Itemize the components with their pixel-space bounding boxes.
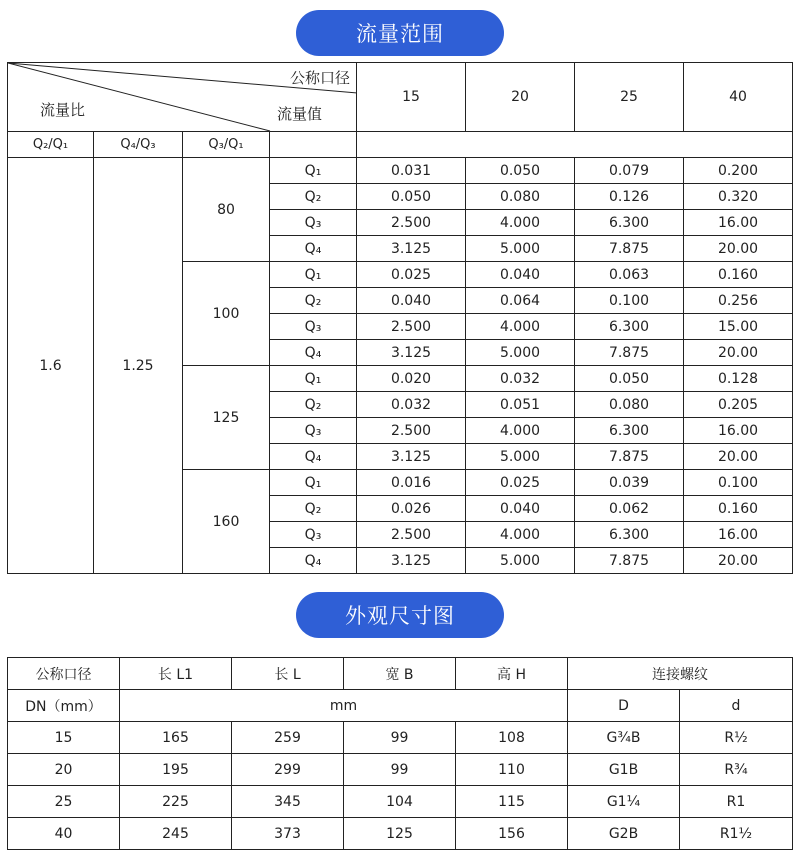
dimension-cell: G1B: [568, 754, 680, 786]
header-row: [8, 63, 793, 132]
flow-value-cell: 0.040: [466, 496, 575, 522]
flow-value-cell: 0.100: [684, 470, 793, 496]
flow-value-cell: 5.000: [466, 236, 575, 262]
dimensions-header-row: [8, 658, 793, 690]
flow-value-cell: 0.026: [357, 496, 466, 522]
flow-value-cell: 6.300: [575, 210, 684, 236]
flow-value-cell: 6.300: [575, 522, 684, 548]
flow-value-cell: 0.128: [684, 366, 793, 392]
dimensions-subheader-row: [8, 690, 793, 722]
flow-value-cell: 20.00: [684, 236, 793, 262]
subheader-dn: DN（mm）: [8, 690, 120, 722]
flow-value-cell: 0.160: [684, 496, 793, 522]
ratio-header-q3q1: Q₃/Q₁: [183, 132, 270, 158]
diameter-40: 40: [684, 63, 793, 132]
flow-value-cell: 7.875: [575, 340, 684, 366]
ratio-header-q2q1: Q₂/Q₁: [8, 132, 94, 158]
flow-range-table: [7, 62, 793, 574]
flow-point-label: Q₄: [270, 444, 357, 470]
flow-value-cell: 5.000: [466, 548, 575, 574]
dimensions-row: [8, 722, 793, 754]
dimension-cell: 40: [8, 818, 120, 850]
flow-value-cell: 0.032: [357, 392, 466, 418]
dimension-cell: R½: [680, 722, 793, 754]
dimension-cell: G1¼: [568, 786, 680, 818]
flow-value-cell: 20.00: [684, 444, 793, 470]
flow-value-cell: 0.062: [575, 496, 684, 522]
header-nominal-diameter: 公称口径: [8, 658, 120, 690]
dimension-cell: 115: [456, 786, 568, 818]
flow-value-cell: 0.160: [684, 262, 793, 288]
dimension-cell: 299: [232, 754, 344, 786]
flow-point-label: Q₃: [270, 522, 357, 548]
header-nominal-diameter: 公称口径: [289, 69, 350, 87]
flow-point-label: Q₃: [270, 314, 357, 340]
header-width-b: 宽 B: [344, 658, 456, 690]
q3q1-value: 160: [183, 470, 270, 574]
diameter-25: 25: [575, 63, 684, 132]
dimension-cell: 108: [456, 722, 568, 754]
flow-value-cell: 0.020: [357, 366, 466, 392]
flow-point-label: Q₂: [270, 184, 357, 210]
dimensions-row: [8, 786, 793, 818]
flow-point-label: Q₂: [270, 288, 357, 314]
flow-value-cell: 4.000: [466, 210, 575, 236]
flow-value-cell: 2.500: [357, 210, 466, 236]
flow-value-cell: 7.875: [575, 548, 684, 574]
q3q1-value: 80: [183, 158, 270, 262]
dimension-cell: 99: [344, 722, 456, 754]
flow-value-cell: 0.320: [684, 184, 793, 210]
dimension-cell: 125: [344, 818, 456, 850]
flow-value-cell: 15.00: [684, 314, 793, 340]
dimension-cell: 104: [344, 786, 456, 818]
flow-point-label: Q₃: [270, 210, 357, 236]
ratio-header-q4q3: Q₄/Q₃: [94, 132, 183, 158]
dimension-cell: R1½: [680, 818, 793, 850]
flow-value-cell: 20.00: [684, 340, 793, 366]
flow-point-label: Q₄: [270, 340, 357, 366]
dimension-cell: 195: [120, 754, 232, 786]
flow-value-cell: 6.300: [575, 314, 684, 340]
dimension-cell: 225: [120, 786, 232, 818]
dimension-cell: 156: [456, 818, 568, 850]
flow-value-cell: 3.125: [357, 236, 466, 262]
dimensions-row: [8, 754, 793, 786]
flow-value-cell: 0.039: [575, 470, 684, 496]
flow-value-cell: 4.000: [466, 522, 575, 548]
dimension-cell: 259: [232, 722, 344, 754]
empty-cell: [357, 132, 793, 158]
dimension-cell: 99: [344, 754, 456, 786]
flow-value-cell: 0.256: [684, 288, 793, 314]
flow-point-label: Q₃: [270, 418, 357, 444]
flow-value-cell: 2.500: [357, 418, 466, 444]
diagonal-header-cell: [8, 63, 357, 132]
flow-value-cell: 7.875: [575, 444, 684, 470]
flow-value-cell: 4.000: [466, 314, 575, 340]
section-title-dimensions: 外观尺寸图: [296, 592, 504, 638]
flow-data-row: [8, 158, 793, 184]
flow-value-cell: 3.125: [357, 444, 466, 470]
header-flow-ratio: 流量比: [40, 101, 86, 119]
dimension-cell: 373: [232, 818, 344, 850]
flow-value-cell: 0.051: [466, 392, 575, 418]
flow-value-cell: 0.079: [575, 158, 684, 184]
flow-value-cell: 0.080: [575, 392, 684, 418]
diameter-20: 20: [466, 63, 575, 132]
flow-value-cell: 16.00: [684, 210, 793, 236]
flow-point-label: Q₄: [270, 236, 357, 262]
flow-value-cell: 0.126: [575, 184, 684, 210]
flow-value-cell: 20.00: [684, 548, 793, 574]
dimension-cell: 345: [232, 786, 344, 818]
q3q1-value: 125: [183, 366, 270, 470]
q4q3-value: 1.25: [94, 158, 183, 574]
flow-value-cell: 0.063: [575, 262, 684, 288]
flow-point-label: Q₁: [270, 158, 357, 184]
flow-point-label: Q₂: [270, 496, 357, 522]
flow-value-cell: 4.000: [466, 418, 575, 444]
flow-value-cell: 6.300: [575, 418, 684, 444]
flow-value-cell: 16.00: [684, 522, 793, 548]
flow-value-cell: 0.100: [575, 288, 684, 314]
q2q1-value: 1.6: [8, 158, 94, 574]
header-flow-value: 流量值: [276, 105, 322, 123]
header-length-l: 长 L: [232, 658, 344, 690]
dimension-cell: G¾B: [568, 722, 680, 754]
dimension-cell: G2B: [568, 818, 680, 850]
flow-value-cell: 0.031: [357, 158, 466, 184]
flow-value-cell: 3.125: [357, 548, 466, 574]
subheader-unit: mm: [120, 690, 568, 722]
q3q1-value: 100: [183, 262, 270, 366]
subheader-thread-d-lower: d: [680, 690, 793, 722]
flow-point-label: Q₁: [270, 470, 357, 496]
flow-point-label: Q₁: [270, 366, 357, 392]
flow-value-cell: 0.016: [357, 470, 466, 496]
flow-value-cell: 0.040: [357, 288, 466, 314]
subheader-thread-d-upper: D: [568, 690, 680, 722]
flow-point-label: Q₄: [270, 548, 357, 574]
header-length-l1: 长 L1: [120, 658, 232, 690]
section-title-flow-range: 流量范围: [296, 10, 504, 56]
dimension-cell: 245: [120, 818, 232, 850]
flow-value-cell: 0.080: [466, 184, 575, 210]
dimensions-table: [7, 657, 793, 850]
diameter-15: 15: [357, 63, 466, 132]
ratio-header-row: [8, 132, 793, 158]
dimension-cell: 165: [120, 722, 232, 754]
dimension-cell: 15: [8, 722, 120, 754]
flow-value-cell: 16.00: [684, 418, 793, 444]
flow-value-cell: 2.500: [357, 314, 466, 340]
flow-value-cell: 0.040: [466, 262, 575, 288]
flow-point-label: Q₂: [270, 392, 357, 418]
flow-point-label: Q₁: [270, 262, 357, 288]
header-height-h: 高 H: [456, 658, 568, 690]
dimensions-row: [8, 818, 793, 850]
flow-value-cell: 0.025: [466, 470, 575, 496]
flow-value-cell: 3.125: [357, 340, 466, 366]
flow-value-cell: 2.500: [357, 522, 466, 548]
flow-value-cell: 7.875: [575, 236, 684, 262]
flow-value-cell: 5.000: [466, 340, 575, 366]
flow-value-cell: 0.050: [466, 158, 575, 184]
flow-value-cell: 0.050: [575, 366, 684, 392]
dimension-cell: 25: [8, 786, 120, 818]
flow-value-cell: 0.064: [466, 288, 575, 314]
flow-value-cell: 0.050: [357, 184, 466, 210]
dimension-cell: 110: [456, 754, 568, 786]
dimension-cell: 20: [8, 754, 120, 786]
empty-cell: [270, 132, 357, 158]
flow-value-cell: 0.205: [684, 392, 793, 418]
dimension-cell: R1: [680, 786, 793, 818]
dimension-cell: R¾: [680, 754, 793, 786]
header-connection-thread: 连接螺纹: [568, 658, 793, 690]
flow-value-cell: 5.000: [466, 444, 575, 470]
flow-value-cell: 0.032: [466, 366, 575, 392]
flow-value-cell: 0.200: [684, 158, 793, 184]
flow-value-cell: 0.025: [357, 262, 466, 288]
